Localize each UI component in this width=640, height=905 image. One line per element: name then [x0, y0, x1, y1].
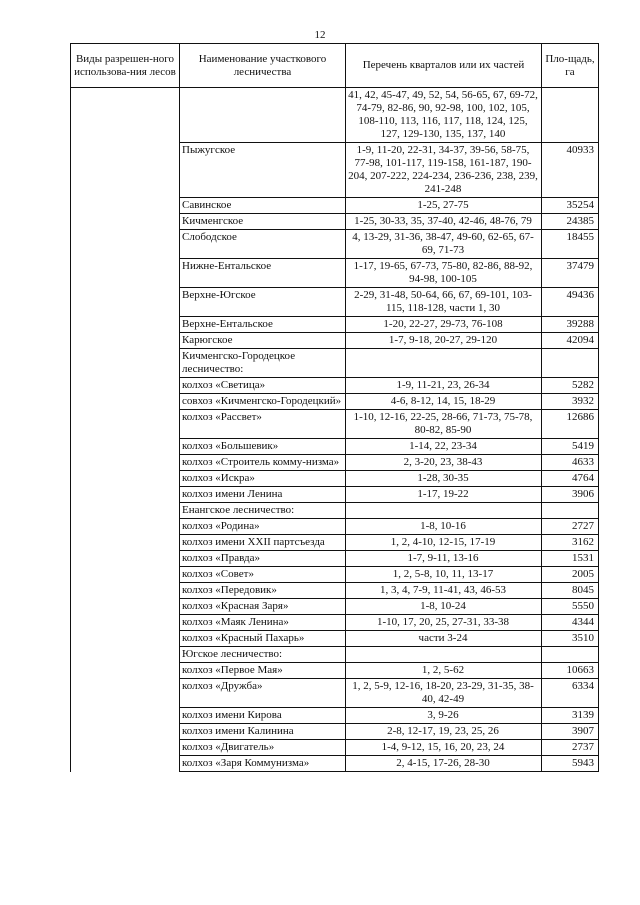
forestry-name-cell: Пыжугское [180, 143, 346, 198]
quarters-list-cell: 2, 4-15, 17-26, 28-30 [346, 756, 542, 772]
quarters-list-cell: 1, 3, 4, 7-9, 11-41, 43, 46-53 [346, 583, 542, 599]
forestry-name-cell: Енангское лесничество: [180, 503, 346, 519]
forestry-name-cell: Карюгское [180, 333, 346, 349]
area-cell: 37479 [542, 259, 599, 288]
forestry-name-cell: колхоз имени Калинина [180, 724, 346, 740]
area-cell: 4344 [542, 615, 599, 631]
usage-kind-cell [71, 88, 180, 772]
quarters-list-cell: 1-10, 17, 20, 25, 27-31, 33-38 [346, 615, 542, 631]
quarters-list-cell: 41, 42, 45-47, 49, 52, 54, 56-65, 67, 69-72, 74-79, 82-86, 90, 92-98, 100, 102, 105, 108-110, 113, 116, 117, 118, 124, 125, 127, 129-130, 135, 137, 140 [346, 88, 542, 143]
area-cell: 5282 [542, 378, 599, 394]
forestry-name-cell: Кичменгское [180, 214, 346, 230]
area-cell [542, 349, 599, 378]
quarters-list-cell: 1-8, 10-16 [346, 519, 542, 535]
forestry-name-cell: колхоз «Первое Мая» [180, 663, 346, 679]
quarters-list-cell: 4, 13-29, 31-36, 38-47, 49-60, 62-65, 67-69, 71-73 [346, 230, 542, 259]
area-cell: 5419 [542, 439, 599, 455]
quarters-list-cell: 1-7, 9-11, 13-16 [346, 551, 542, 567]
forestry-name-cell: колхоз «Светица» [180, 378, 346, 394]
area-cell: 3139 [542, 708, 599, 724]
quarters-list-cell: 1-7, 9-18, 20-27, 29-120 [346, 333, 542, 349]
area-cell: 49436 [542, 288, 599, 317]
quarters-list-cell: 1, 2, 5-9, 12-16, 18-20, 23-29, 31-35, 38-40, 42-49 [346, 679, 542, 708]
forestry-name-cell: колхоз «Заря Коммунизма» [180, 756, 346, 772]
area-cell: 5943 [542, 756, 599, 772]
area-cell: 2737 [542, 740, 599, 756]
page-number: 12 [314, 29, 326, 41]
quarters-list-cell: 1-10, 12-16, 22-25, 28-66, 71-73, 75-78, 80-82, 85-90 [346, 410, 542, 439]
forestry-name-cell: колхоз «Правда» [180, 551, 346, 567]
area-cell: 18455 [542, 230, 599, 259]
area-cell: 40933 [542, 143, 599, 198]
header-area: Пло-щадь, га [542, 44, 599, 88]
quarters-list-cell: 2, 3-20, 23, 38-43 [346, 455, 542, 471]
quarters-list-cell: 1-17, 19-65, 67-73, 75-80, 82-86, 88-92, 94-98, 100-105 [346, 259, 542, 288]
forestry-name-cell: колхоз «Передовик» [180, 583, 346, 599]
forestry-name-cell: колхоз «Рассвет» [180, 410, 346, 439]
area-cell: 3932 [542, 394, 599, 410]
forestry-name-cell: колхоз имени Ленина [180, 487, 346, 503]
forestry-name-cell: колхоз «Большевик» [180, 439, 346, 455]
table-body [71, 88, 599, 772]
forestry-name-cell: колхоз «Двигатель» [180, 740, 346, 756]
quarters-list-cell: 1-9, 11-21, 23, 26-34 [346, 378, 542, 394]
quarters-list-cell: 1-8, 10-24 [346, 599, 542, 615]
quarters-list-cell [346, 349, 542, 378]
area-cell: 24385 [542, 214, 599, 230]
quarters-list-cell: 1-25, 30-33, 35, 37-40, 42-46, 48-76, 79 [346, 214, 542, 230]
quarters-list-cell: 1, 2, 5-8, 10, 11, 13-17 [346, 567, 542, 583]
forestry-name-cell: колхоз «Маяк Ленина» [180, 615, 346, 631]
forestry-name-cell [180, 88, 346, 143]
area-cell: 39288 [542, 317, 599, 333]
area-cell: 2727 [542, 519, 599, 535]
quarters-list-cell: 4-6, 8-12, 14, 15, 18-29 [346, 394, 542, 410]
quarters-list-cell: 1-14, 22, 23-34 [346, 439, 542, 455]
quarters-list-cell [346, 647, 542, 663]
table-header-row [71, 44, 599, 88]
area-cell: 35254 [542, 198, 599, 214]
forestry-name-cell: Югское лесничество: [180, 647, 346, 663]
forestry-name-cell: колхоз «Искра» [180, 471, 346, 487]
quarters-list-cell: 1, 2, 4-10, 12-15, 17-19 [346, 535, 542, 551]
forestry-name-cell: колхоз «Красный Пахарь» [180, 631, 346, 647]
area-cell: 12686 [542, 410, 599, 439]
area-cell: 8045 [542, 583, 599, 599]
forestry-name-cell: колхоз «Строитель комму-низма» [180, 455, 346, 471]
forestry-name-cell: Кичменгско-Городецкое лесничество: [180, 349, 346, 378]
area-cell [542, 88, 599, 143]
area-cell [542, 503, 599, 519]
quarters-list-cell: части 3-24 [346, 631, 542, 647]
quarters-list-cell: 1-28, 30-35 [346, 471, 542, 487]
area-cell: 4764 [542, 471, 599, 487]
area-cell: 3510 [542, 631, 599, 647]
quarters-list-cell: 2-29, 31-48, 50-64, 66, 67, 69-101, 103-115, 118-128, части 1, 30 [346, 288, 542, 317]
forestry-name-cell: Верхне-Ентальское [180, 317, 346, 333]
quarters-list-cell: 3, 9-26 [346, 708, 542, 724]
quarters-list-cell: 1-25, 27-75 [346, 198, 542, 214]
forestry-name-cell: Слободское [180, 230, 346, 259]
header-forestry-name: Наименование участкового лесничества [180, 44, 346, 88]
area-cell: 3162 [542, 535, 599, 551]
forestry-name-cell: колхоз «Красная Заря» [180, 599, 346, 615]
forestry-name-cell: колхоз «Дружба» [180, 679, 346, 708]
quarters-list-cell: 1-17, 19-22 [346, 487, 542, 503]
area-cell: 10663 [542, 663, 599, 679]
quarters-list-cell: 2-8, 12-17, 19, 23, 25, 26 [346, 724, 542, 740]
forestry-name-cell: Савинское [180, 198, 346, 214]
forestry-name-cell: колхоз имени XXII партсъезда [180, 535, 346, 551]
forestry-name-cell: Верхне-Югское [180, 288, 346, 317]
area-cell: 6334 [542, 679, 599, 708]
area-cell: 4633 [542, 455, 599, 471]
quarters-list-cell: 1-4, 9-12, 15, 16, 20, 23, 24 [346, 740, 542, 756]
forestry-name-cell: Нижне-Ентальское [180, 259, 346, 288]
area-cell: 5550 [542, 599, 599, 615]
forestry-name-cell: колхоз имени Кирова [180, 708, 346, 724]
area-cell [542, 647, 599, 663]
area-cell: 3906 [542, 487, 599, 503]
area-cell: 1531 [542, 551, 599, 567]
quarters-list-cell: 1-20, 22-27, 29-73, 76-108 [346, 317, 542, 333]
forestry-name-cell: совхоз «Кичменгско-Городецкий» [180, 394, 346, 410]
forest-quarters-table [70, 43, 599, 772]
quarters-list-cell [346, 503, 542, 519]
area-cell: 42094 [542, 333, 599, 349]
area-cell: 2005 [542, 567, 599, 583]
header-usage-kind: Виды разрешен-ного использова-ния лесов [71, 44, 180, 88]
header-quarters-list: Перечень кварталов или их частей [346, 44, 542, 88]
quarters-list-cell: 1-9, 11-20, 22-31, 34-37, 39-56, 58-75, 77-98, 101-117, 119-158, 161-187, 190-204, 207-222, 224-234, 236-236, 238, 239, 241-248 [346, 143, 542, 198]
forestry-name-cell: колхоз «Родина» [180, 519, 346, 535]
area-cell: 3907 [542, 724, 599, 740]
quarters-list-cell: 1, 2, 5-62 [346, 663, 542, 679]
forestry-name-cell: колхоз «Совет» [180, 567, 346, 583]
table-row [71, 88, 599, 143]
